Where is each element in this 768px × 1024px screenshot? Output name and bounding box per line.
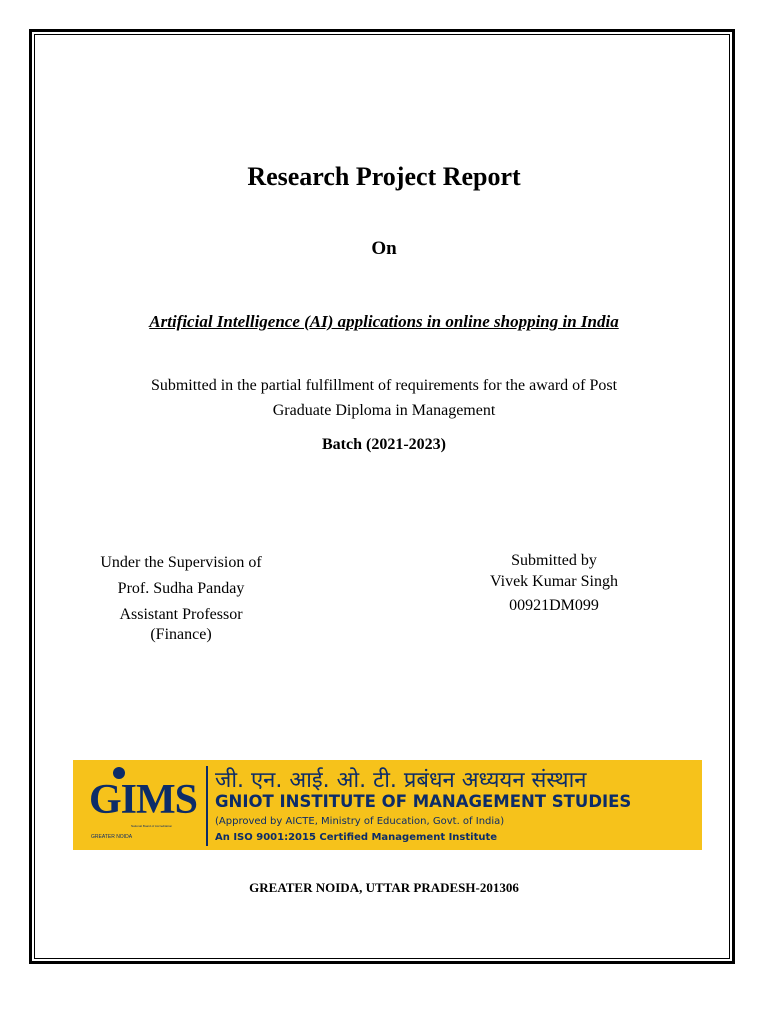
logo-text: GIMS — [89, 777, 198, 823]
student-name: Vivek Kumar Singh — [490, 573, 618, 590]
logo-tagline: National Board of Accreditation — [131, 824, 173, 828]
submitted-by-heading: Submitted by — [511, 552, 597, 569]
submission-statement — [0, 373, 768, 423]
approval-text: (Approved by AICTE, Ministry of Education, Govt. of India) — [215, 816, 505, 827]
institute-banner — [73, 760, 702, 850]
logo-location: GREATER NOIDA — [91, 834, 133, 840]
institute-name: GNIOT INSTITUTE OF MANAGEMENT STUDIES — [215, 792, 632, 811]
institute-name-hindi: जी. एन. आई. ओ. टी. प्रबंधन अध्ययन संस्थान — [215, 768, 587, 793]
student-roll-number: 00921DM099 — [509, 597, 599, 614]
supervision-heading: Under the Supervision of — [100, 554, 262, 571]
submitted-by-block — [470, 550, 638, 620]
supervisor-department: (Finance) — [150, 626, 212, 643]
supervisor-name: Prof. Sudha Panday — [117, 580, 245, 597]
batch-label: Batch (2021-2023) — [322, 436, 446, 453]
institute-address: GREATER NOIDA, UTTAR PRADESH-201306 — [249, 880, 519, 895]
submission-line-1: Submitted in the partial fulfillment of requirements for the award of Post — [150, 377, 618, 394]
project-topic: Artificial Intelligence (AI) applications in online shopping in India — [149, 312, 619, 331]
submission-line-2: Graduate Diploma in Management — [272, 402, 496, 419]
supervisor-designation: Assistant Professor — [119, 606, 243, 623]
report-title: Research Project Report — [247, 162, 521, 191]
on-label: On — [371, 238, 397, 259]
iso-certification: An ISO 9001:2015 Certified Management Institute — [215, 832, 498, 843]
supervision-block — [90, 550, 272, 645]
banner-divider — [206, 766, 208, 846]
